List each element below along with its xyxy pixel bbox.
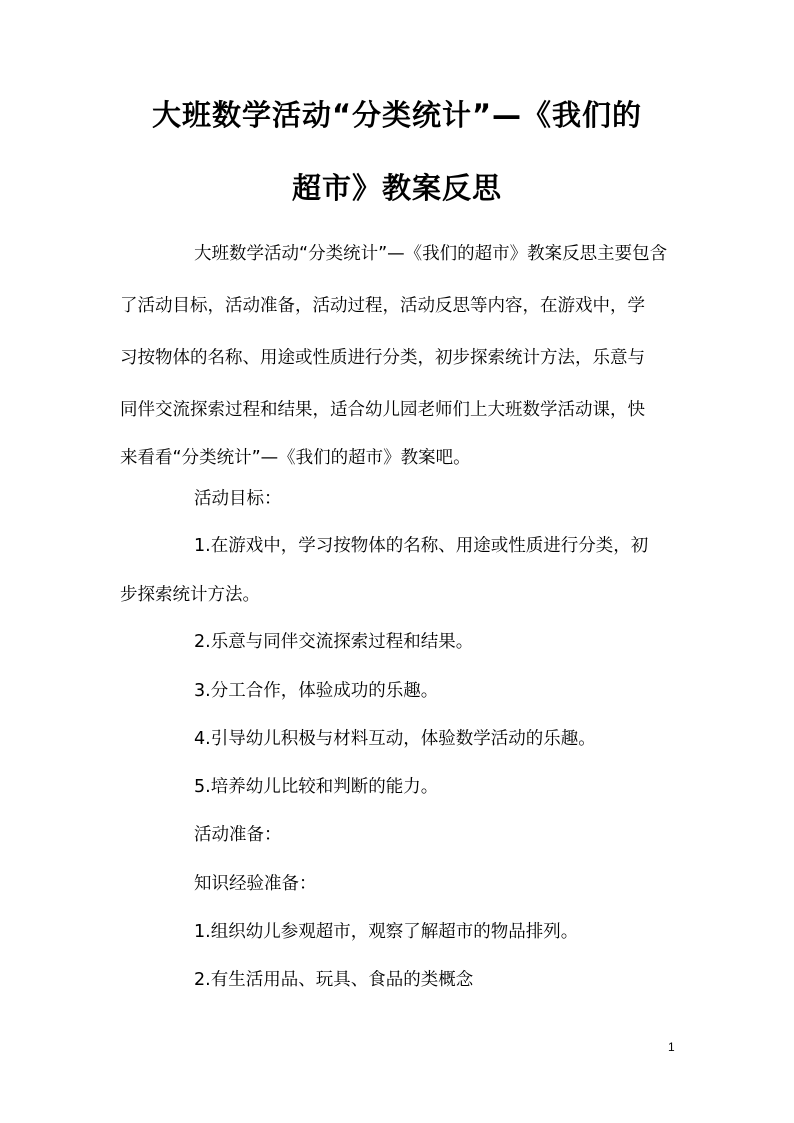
prep-item-2: 2.有生活用品、玩具、食品的类概念 bbox=[194, 970, 474, 990]
prep-item-1: 1.组织幼儿参观超市，观察了解超市的物品排列。 bbox=[194, 922, 579, 942]
goal-2: 2.乐意与同伴交流探索过程和结果。 bbox=[194, 632, 474, 652]
prep-heading: 活动准备： bbox=[194, 825, 282, 845]
intro-line-1: 大班数学活动“分类统计”—《我们的超市》教案反思主要包含 bbox=[194, 244, 668, 264]
intro-line-2: 了活动目标，活动准备，活动过程，活动反思等内容，在游戏中，学 bbox=[120, 296, 645, 316]
knowledge-heading: 知识经验准备： bbox=[194, 874, 317, 894]
intro-line-4: 同伴交流探索过程和结果，适合幼儿园老师们上大班数学活动课，快 bbox=[120, 400, 645, 420]
goal-3: 3.分工合作，体验成功的乐趣。 bbox=[194, 681, 439, 701]
goal-1-line-1: 1.在游戏中，学习按物体的名称、用途或性质进行分类，初 bbox=[194, 536, 649, 556]
intro-line-5: 来看看“分类统计”—《我们的超市》教案吧。 bbox=[120, 448, 471, 468]
intro-line-3: 习按物体的名称、用途或性质进行分类，初步探索统计方法，乐意与 bbox=[120, 348, 645, 368]
document-title-line-1: 大班数学活动“分类统计”—《我们的 bbox=[151, 98, 643, 132]
page-number: 1 bbox=[668, 1040, 675, 1054]
goal-5: 5.培养幼儿比较和判断的能力。 bbox=[194, 777, 439, 797]
goal-1-line-2: 步探索统计方法。 bbox=[120, 585, 260, 605]
goals-heading: 活动目标： bbox=[194, 489, 282, 509]
goal-4: 4.引导幼儿积极与材料互动，体验数学活动的乐趣。 bbox=[194, 729, 596, 749]
document-title-line-2: 超市》教案反思 bbox=[291, 171, 502, 205]
